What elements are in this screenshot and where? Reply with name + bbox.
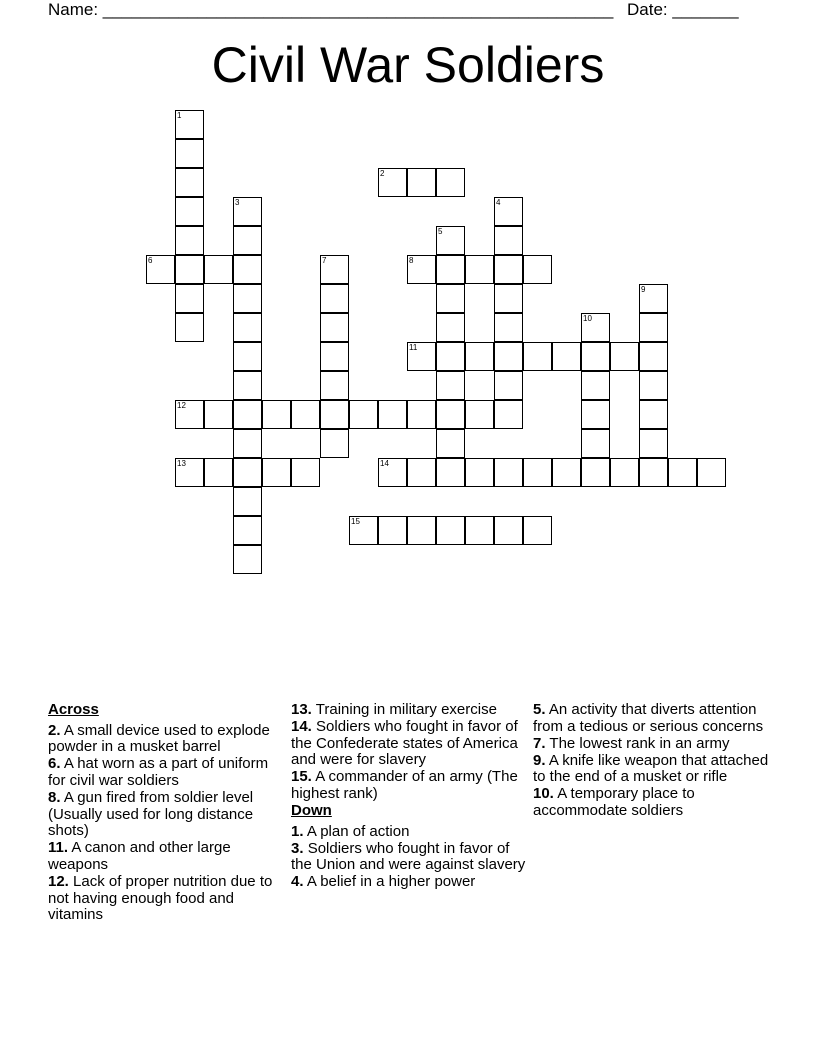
grid-cell[interactable] [378, 400, 407, 429]
grid-cell[interactable] [581, 371, 610, 400]
grid-cell[interactable] [233, 197, 262, 226]
clue-down-1: 1. A plan of action [291, 822, 410, 840]
grid-cell[interactable] [494, 371, 523, 400]
clue-down-9: 9. A knife like weapon that attached to the end of a musket or rifle [533, 751, 769, 786]
grid-cell[interactable] [494, 197, 523, 226]
grid-cell[interactable] [581, 342, 610, 371]
clue-across-13: 13. Training in military exercise [291, 701, 497, 718]
grid-cell[interactable] [494, 313, 523, 342]
cell-number: 3 [235, 198, 240, 207]
clues-column-2 [291, 702, 527, 892]
down-heading: Down [291, 802, 332, 820]
cell-number: 10 [583, 314, 592, 323]
grid-cell[interactable] [233, 371, 262, 400]
grid-cell[interactable] [581, 400, 610, 429]
grid-cell[interactable] [436, 255, 465, 284]
clue-down-5: 5. An activity that diverts attention from a tedious or serious concerns [533, 701, 764, 735]
clue-across-6: 6. A hat worn as a part of uniform for civil war soldiers [48, 755, 269, 789]
grid-cell[interactable] [639, 429, 668, 458]
grid-cell[interactable] [291, 458, 320, 487]
grid-cell[interactable] [378, 516, 407, 545]
grid-cell[interactable] [233, 458, 262, 487]
cell-number: 1 [177, 111, 182, 120]
name-line: Name: ______________________________________________________ [48, 0, 614, 19]
grid-cell[interactable] [407, 400, 436, 429]
grid-cell[interactable] [291, 400, 320, 429]
across-heading: Across [48, 701, 99, 718]
clue-across-8: 8. A gun fired from soldier level (Usually used for long distance shots) [48, 788, 254, 840]
grid-cell[interactable] [465, 255, 494, 284]
grid-cell[interactable] [494, 458, 523, 487]
page-title: Civil War Soldiers [211, 37, 605, 93]
grid-cell[interactable] [523, 342, 552, 371]
grid-cell[interactable] [436, 342, 465, 371]
grid-cell[interactable] [175, 255, 204, 284]
grid-cell[interactable] [407, 168, 436, 197]
grid-cell[interactable] [320, 400, 349, 429]
grid-cell[interactable] [465, 342, 494, 371]
cell-number: 8 [409, 256, 414, 265]
grid-cell[interactable] [233, 516, 262, 545]
grid-cell[interactable] [320, 371, 349, 400]
grid-cell[interactable] [175, 139, 204, 168]
grid-cell[interactable] [175, 313, 204, 342]
grid-cell[interactable] [494, 516, 523, 545]
grid-cell[interactable] [175, 458, 204, 487]
grid-cell[interactable] [523, 255, 552, 284]
grid-cell[interactable] [639, 371, 668, 400]
grid-cell[interactable] [523, 516, 552, 545]
grid-cell[interactable] [465, 458, 494, 487]
grid-cell[interactable] [639, 400, 668, 429]
date-line: Date: _______ [627, 0, 739, 19]
cell-number: 14 [380, 459, 389, 468]
clue-across-14: 14. Soldiers who fought in favor of the Confederate states of America and were for slavery [291, 718, 518, 769]
grid-cell[interactable] [407, 342, 436, 371]
grid-cell[interactable] [204, 458, 233, 487]
grid-cell[interactable] [639, 284, 668, 313]
clue-across-15: 15. A commander of an army (The highest rank) [291, 768, 518, 802]
clue-across-2: 2. A small device used to explode powder in a musket barrel [48, 721, 270, 756]
grid-cell[interactable] [436, 371, 465, 400]
grid-cell[interactable] [378, 458, 407, 487]
grid-cell[interactable] [233, 255, 262, 284]
grid-cell[interactable] [233, 487, 262, 516]
grid-cell[interactable] [349, 516, 378, 545]
cell-number: 11 [409, 343, 418, 352]
grid-cell[interactable] [262, 400, 291, 429]
grid-cell[interactable] [610, 458, 639, 487]
grid-cell[interactable] [581, 429, 610, 458]
grid-cell[interactable] [262, 458, 291, 487]
grid-cell[interactable] [233, 342, 262, 371]
clue-down-10: 10. A temporary place to accommodate soldiers [533, 785, 695, 820]
grid-cell[interactable] [233, 226, 262, 255]
grid-cell[interactable] [494, 284, 523, 313]
grid-cell[interactable] [639, 313, 668, 342]
grid-cell[interactable] [436, 168, 465, 197]
grid-cell[interactable] [436, 516, 465, 545]
cell-number: 5 [438, 227, 443, 236]
grid-cell[interactable] [175, 400, 204, 429]
grid-cell[interactable] [436, 284, 465, 313]
cell-number: 4 [496, 198, 501, 207]
clue-across-12: 12. Lack of proper nutrition due to not having enough food and vitamins [48, 872, 273, 924]
grid-cell[interactable] [204, 400, 233, 429]
clue-down-3: 3. Soldiers who fought in favor of the Union and were against slavery [291, 839, 526, 874]
grid-cell[interactable] [349, 400, 378, 429]
grid-cell[interactable] [175, 284, 204, 313]
clues-column-3 [533, 702, 769, 820]
grid-cell[interactable] [233, 545, 262, 574]
grid-cell[interactable] [204, 255, 233, 284]
grid-cell[interactable] [233, 400, 262, 429]
clues-column-1 [48, 702, 284, 924]
grid-cell[interactable] [320, 429, 349, 458]
grid-cell[interactable] [465, 516, 494, 545]
clue-across-11: 11. A canon and other large weapons [48, 839, 231, 873]
cell-number: 7 [322, 256, 327, 265]
grid-cell[interactable] [639, 458, 668, 487]
cell-number: 13 [177, 459, 186, 468]
grid-cell[interactable] [407, 458, 436, 487]
cell-number: 6 [148, 256, 153, 265]
grid-cell[interactable] [668, 458, 697, 487]
grid-cell[interactable] [581, 313, 610, 342]
grid-cell[interactable] [436, 429, 465, 458]
grid-cell[interactable] [436, 226, 465, 255]
grid-cell[interactable] [378, 168, 407, 197]
grid-cell[interactable] [175, 110, 204, 139]
grid-cell[interactable] [233, 429, 262, 458]
grid-cell[interactable] [233, 284, 262, 313]
grid-cell[interactable] [581, 458, 610, 487]
grid-cell[interactable] [552, 342, 581, 371]
grid-cell[interactable] [320, 284, 349, 313]
clue-down-7: 7. The lowest rank in an army [533, 734, 730, 752]
grid-cell[interactable] [320, 255, 349, 284]
cell-number: 9 [641, 285, 646, 294]
grid-cell[interactable] [697, 458, 726, 487]
grid-cell[interactable] [407, 516, 436, 545]
cell-number: 2 [380, 169, 385, 178]
grid-cell[interactable] [494, 400, 523, 429]
grid-cell[interactable] [146, 255, 175, 284]
grid-cell[interactable] [494, 255, 523, 284]
grid-cell[interactable] [523, 458, 552, 487]
grid-cell[interactable] [175, 168, 204, 197]
clue-down-4: 4. A belief in a higher power [291, 873, 476, 891]
grid-cell[interactable] [175, 226, 204, 255]
grid-cell[interactable] [494, 342, 523, 371]
grid-cell[interactable] [494, 226, 523, 255]
cell-number: 15 [351, 517, 360, 526]
grid-cell[interactable] [436, 458, 465, 487]
cell-number: 12 [177, 401, 186, 410]
grid-cell[interactable] [320, 313, 349, 342]
grid-cell[interactable] [436, 313, 465, 342]
grid-cell[interactable] [233, 313, 262, 342]
grid-cell[interactable] [320, 342, 349, 371]
grid-cell[interactable] [175, 197, 204, 226]
grid-cell[interactable] [465, 400, 494, 429]
grid-cell[interactable] [639, 342, 668, 371]
grid-cell[interactable] [436, 400, 465, 429]
grid-cell[interactable] [610, 342, 639, 371]
grid-cell[interactable] [552, 458, 581, 487]
grid-cell[interactable] [407, 255, 436, 284]
